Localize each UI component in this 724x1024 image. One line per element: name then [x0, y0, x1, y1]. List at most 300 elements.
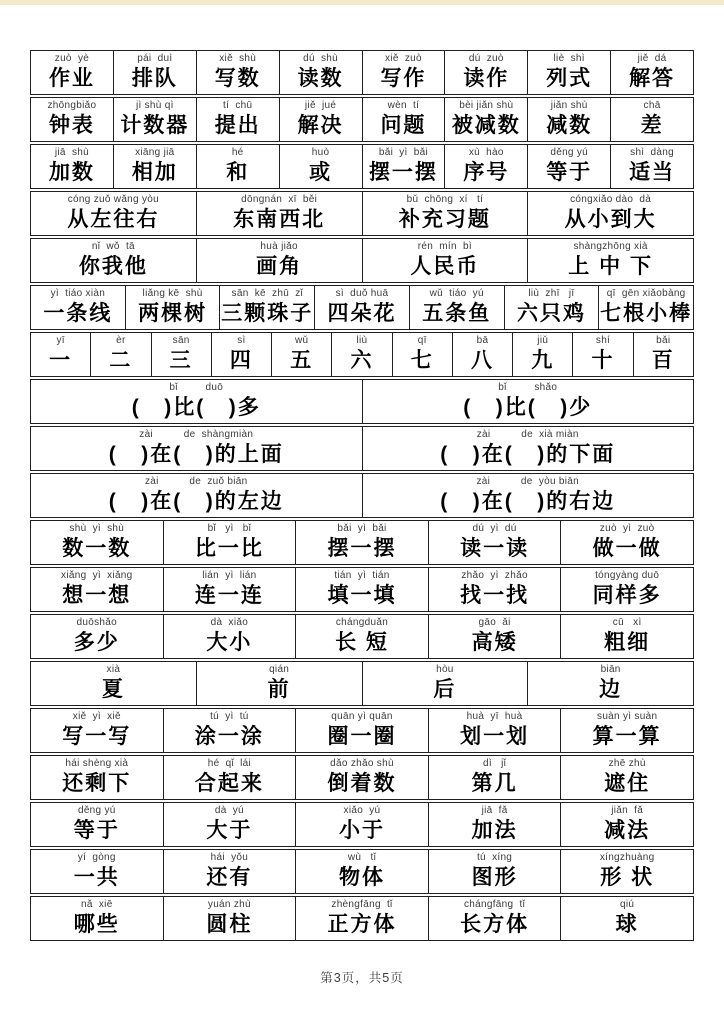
pinyin-text: dú shù — [303, 53, 339, 64]
vocab-cell — [611, 144, 694, 189]
vocab-cell — [561, 708, 694, 753]
vocab-cell — [30, 802, 164, 847]
word-text: 长方体 — [460, 913, 530, 936]
word-text: 夏 — [101, 678, 125, 701]
vocab-cell — [30, 849, 164, 894]
word-text: 二 — [109, 349, 133, 372]
word-text: 加数 — [48, 161, 95, 184]
pinyin-text: huà jiǎo — [260, 241, 298, 252]
pinyin-text: shù yì shù — [69, 523, 125, 534]
pinyin-text: lián yì lián — [202, 570, 257, 581]
vocab-cell — [30, 661, 197, 706]
word-text: 形 状 — [600, 866, 655, 889]
vocab-cell — [197, 97, 280, 142]
vocab-cell — [197, 238, 363, 283]
pinyin-text: xiǎo yú — [343, 805, 381, 816]
word-text: 十 — [591, 349, 615, 372]
pinyin-text: sān — [172, 335, 190, 346]
vocab-cell — [30, 520, 164, 565]
pinyin-text: sān kē zhū zǐ — [231, 288, 304, 299]
pinyin-text: wǔ — [295, 335, 309, 346]
pinyin-text: xù hào — [468, 147, 504, 158]
vocab-cell — [528, 238, 694, 283]
pinyin-text: jiě jué — [304, 100, 337, 111]
pinyin-text: bǐ yì bǐ — [207, 523, 252, 534]
word-text: 人民币 — [410, 255, 480, 278]
vocab-cell — [513, 332, 573, 377]
pinyin-text: děng yú — [77, 805, 116, 816]
vocab-cell — [363, 50, 446, 95]
vocab-cell — [363, 97, 446, 142]
word-text: 写一写 — [62, 725, 132, 748]
pinyin-text: zuò yè — [54, 53, 90, 64]
word-text: 做一做 — [592, 537, 662, 560]
pinyin-text: zhǎo yì zhǎo — [461, 570, 528, 581]
vocab-cell — [280, 144, 363, 189]
vocab-cell — [363, 238, 529, 283]
vocab-cell — [429, 849, 562, 894]
vocab-cell — [164, 567, 297, 612]
word-text: 写数 — [214, 67, 261, 90]
vocab-cell — [197, 191, 363, 236]
vocab-cell — [634, 332, 694, 377]
pinyin-text: wǔ tiáo yú — [429, 288, 484, 299]
vocab-cell — [561, 567, 694, 612]
word-text: 被减数 — [451, 114, 521, 137]
pinyin-text: hái yǒu — [210, 852, 249, 863]
pinyin-text: zài de yòu biān — [476, 476, 580, 487]
vocab-cell — [30, 191, 197, 236]
pinyin-text: jiě dá — [637, 53, 667, 64]
pinyin-text: yuán zhù — [207, 899, 251, 910]
word-text: 想一想 — [62, 584, 132, 607]
vocab-cell — [410, 285, 505, 330]
pinyin-text: yī — [56, 335, 65, 346]
pinyin-text: hòu — [436, 664, 454, 675]
table-row — [30, 238, 694, 283]
word-text: 七根小棒 — [600, 302, 693, 325]
word-text: 或 — [309, 161, 333, 184]
pinyin-text: qī gēn xiǎobàng — [606, 288, 686, 299]
vocab-cell — [561, 520, 694, 565]
word-text: 读数 — [297, 67, 344, 90]
word-text: 问题 — [380, 114, 427, 137]
table-row — [30, 426, 694, 471]
pinyin-text: xiě shù — [219, 53, 257, 64]
pinyin-text: sì — [237, 335, 246, 346]
word-text: 六只鸡 — [516, 302, 586, 325]
pinyin-text: jì shù qì — [135, 100, 174, 111]
pinyin-text: xiǎng yì xiǎng — [61, 570, 133, 581]
word-text: 划一划 — [460, 725, 530, 748]
word-text: 多少 — [73, 631, 120, 654]
vocab-cell — [126, 285, 221, 330]
pinyin-text: tóngyàng duō — [595, 570, 660, 581]
vocab-cell — [272, 332, 332, 377]
word-text: 减法 — [604, 819, 651, 842]
top-edge-strip — [0, 0, 724, 5]
pinyin-text: jiā fǎ — [481, 805, 508, 816]
pinyin-text: biān — [600, 664, 621, 675]
pinyin-text: bǔ chōng xí tí — [406, 194, 484, 205]
word-text: 摆一摆 — [327, 537, 397, 560]
pinyin-text: chángfāng tǐ — [463, 899, 526, 910]
vocab-cell — [429, 520, 562, 565]
table-row — [30, 896, 694, 941]
vocab-cell — [30, 97, 114, 142]
word-text: 还剩下 — [62, 772, 132, 795]
word-text: 一 — [49, 349, 73, 372]
vocab-cell — [561, 614, 694, 659]
vocab-cell — [296, 614, 429, 659]
word-text: 两棵树 — [138, 302, 208, 325]
table-row — [30, 144, 694, 189]
vocab-cell — [30, 332, 91, 377]
word-text: 画角 — [256, 255, 303, 278]
pinyin-text: shí — [595, 335, 611, 346]
vocab-cell — [528, 661, 694, 706]
pinyin-text: xiě yì xiě — [72, 711, 121, 722]
vocab-cell — [30, 285, 126, 330]
vocab-cell — [30, 144, 114, 189]
pinyin-text: gāo ǎi — [478, 617, 511, 628]
word-text: 等于 — [73, 819, 120, 842]
word-text: 数一数 — [62, 537, 132, 560]
word-text: 九 — [531, 349, 555, 372]
vocab-cell — [30, 426, 363, 471]
word-text: 减数 — [546, 114, 593, 137]
table-row — [30, 50, 694, 95]
vocab-cell — [164, 896, 297, 941]
word-text: 百 — [651, 349, 675, 372]
vocab-cell — [363, 191, 529, 236]
table-row — [30, 708, 694, 753]
vocab-cell — [561, 849, 694, 894]
vocab-cell — [197, 144, 280, 189]
pinyin-text: dú zuò — [468, 53, 504, 64]
word-text: 还有 — [206, 866, 253, 889]
vocab-cell — [429, 755, 562, 800]
vocab-cell — [220, 285, 315, 330]
pinyin-text: sì duǒ huā — [335, 288, 389, 299]
pinyin-text: dà xiǎo — [210, 617, 249, 628]
pinyin-text: tián yì tián — [334, 570, 390, 581]
vocab-cell — [429, 802, 562, 847]
vocab-cell — [197, 50, 280, 95]
word-text: 一共 — [73, 866, 120, 889]
pinyin-text: tú xíng — [476, 852, 513, 863]
vocab-cell — [315, 285, 410, 330]
word-text: 物体 — [338, 866, 385, 889]
pinyin-text: hái shèng xià — [65, 758, 129, 769]
pinyin-text: cū xì — [612, 617, 642, 628]
table-row — [30, 473, 694, 518]
pinyin-text: xià — [106, 664, 121, 675]
vocab-cell — [164, 708, 297, 753]
vocab-cell — [296, 849, 429, 894]
table-row — [30, 802, 694, 847]
table-row — [30, 614, 694, 659]
pinyin-text: bǐ shǎo — [498, 382, 558, 393]
vocab-cell — [152, 332, 212, 377]
word-text: 找一找 — [460, 584, 530, 607]
vocab-cell — [30, 567, 164, 612]
vocab-cell — [561, 755, 694, 800]
pinyin-text: liù — [356, 335, 368, 346]
word-text: 前 — [267, 678, 291, 701]
vocab-cell — [114, 97, 197, 142]
vocab-cell — [505, 285, 600, 330]
vocab-cell — [429, 708, 562, 753]
pinyin-text: tú yì tú — [210, 711, 249, 722]
vocab-cell — [212, 332, 272, 377]
word-text: 读一读 — [460, 537, 530, 560]
pinyin-text: huà yī huà — [466, 711, 523, 722]
pinyin-text: huò — [311, 147, 330, 158]
vocab-cell — [114, 50, 197, 95]
pinyin-text: bǎi yì bǎi — [378, 147, 429, 158]
pinyin-text: yì tiáo xiàn — [50, 288, 106, 299]
vocab-cell — [164, 849, 297, 894]
vocab-cell — [197, 661, 363, 706]
word-text: 大小 — [206, 631, 253, 654]
word-text: 上 中 下 — [568, 255, 653, 278]
vocab-cell — [164, 520, 297, 565]
word-text: 加法 — [471, 819, 518, 842]
pinyin-text: dà yú — [214, 805, 244, 816]
vocab-cell — [296, 896, 429, 941]
vocab-cell — [30, 755, 164, 800]
word-text: 计数器 — [120, 114, 190, 137]
word-text: 图形 — [471, 866, 518, 889]
vocab-cell — [528, 144, 611, 189]
pinyin-text: nǎ xiē — [81, 899, 113, 910]
pinyin-text: wù tǐ — [347, 852, 377, 863]
pinyin-text: qián — [269, 664, 290, 675]
vocab-cell — [30, 473, 363, 518]
vocab-cell — [114, 144, 197, 189]
pinyin-text: tí chū — [223, 100, 253, 111]
vocab-cell — [561, 802, 694, 847]
vocab-cell — [429, 567, 562, 612]
word-text: 解答 — [629, 67, 676, 90]
word-text: 五条鱼 — [422, 302, 492, 325]
word-text: 写作 — [380, 67, 427, 90]
pinyin-text: dú yì dú — [472, 523, 517, 534]
vocab-cell — [30, 238, 197, 283]
pinyin-text: pái duì — [137, 53, 173, 64]
word-text: 比一比 — [194, 537, 264, 560]
table-row — [30, 567, 694, 612]
pinyin-text: dì jǐ — [482, 758, 507, 769]
vocab-cell — [296, 802, 429, 847]
vocab-cell — [30, 50, 114, 95]
table-row — [30, 661, 694, 706]
pinyin-text: zuò yì zuò — [599, 523, 655, 534]
word-text: 列式 — [546, 67, 593, 90]
word-text: 排队 — [131, 67, 178, 90]
vocab-cell — [611, 50, 694, 95]
vocab-cell — [445, 50, 528, 95]
vocab-cell — [611, 97, 694, 142]
vocab-cell — [445, 144, 528, 189]
table-row — [30, 191, 694, 236]
pinyin-text: bǐ duō — [169, 382, 224, 393]
word-text: 读作 — [463, 67, 510, 90]
pinyin-text: xiě zuò — [385, 53, 422, 64]
word-text: 四朵花 — [327, 302, 397, 325]
word-text: 八 — [470, 349, 494, 372]
table-row — [30, 97, 694, 142]
pinyin-text: shì dàng — [630, 147, 674, 158]
pinyin-text: dǎo zhǎo shù — [330, 758, 394, 769]
pinyin-text: hé — [231, 147, 244, 158]
pinyin-text: liè shì — [553, 53, 585, 64]
pinyin-text: jiā shù — [54, 147, 89, 158]
word-text: 同样多 — [592, 584, 662, 607]
word-text: 解决 — [297, 114, 344, 137]
pinyin-text: děng yú — [550, 147, 589, 158]
vocab-cell — [445, 97, 528, 142]
pinyin-text: jiǎn fǎ — [611, 805, 644, 816]
vocab-cell — [280, 50, 363, 95]
table-row — [30, 379, 694, 424]
word-text: ( )在( )的下面 — [440, 443, 616, 466]
pinyin-text: shàngzhōng xià — [573, 241, 648, 252]
word-text: 球 — [615, 913, 639, 936]
pinyin-text: jiǎn shù — [550, 100, 588, 111]
word-text: 适当 — [629, 161, 676, 184]
pinyin-text: chángduǎn — [335, 617, 389, 628]
vocab-cell — [164, 755, 297, 800]
word-text: 东南西北 — [233, 208, 326, 231]
word-text: 作业 — [48, 67, 95, 90]
word-text: 提出 — [214, 114, 261, 137]
vocab-cell — [528, 50, 611, 95]
vocab-cell — [528, 97, 611, 142]
pinyin-text: qī — [417, 335, 427, 346]
pinyin-text: bǎi — [656, 335, 671, 346]
word-text: ( )在( )的左边 — [108, 490, 284, 513]
vocab-cell — [363, 661, 529, 706]
word-text: 摆一摆 — [368, 161, 438, 184]
pinyin-text: nǐ wǒ tā — [91, 241, 135, 252]
vocab-cell — [429, 896, 562, 941]
vocab-cell — [296, 755, 429, 800]
word-text: 算一算 — [592, 725, 662, 748]
vocab-cell — [599, 285, 694, 330]
vocab-cell — [363, 144, 446, 189]
pinyin-text: xíngzhuàng — [599, 852, 655, 863]
pinyin-text: zài de shàngmiàn — [139, 429, 254, 440]
vocab-cell — [453, 332, 513, 377]
word-text: ( )在( )的上面 — [108, 443, 284, 466]
word-text: 等于 — [546, 161, 593, 184]
word-text: 五 — [290, 349, 314, 372]
vocab-cell — [363, 473, 695, 518]
word-text: 正方体 — [327, 913, 397, 936]
table-row — [30, 755, 694, 800]
word-text: 圈一圈 — [327, 725, 397, 748]
word-text: 你我他 — [78, 255, 148, 278]
vocab-cell — [573, 332, 633, 377]
vocab-cell — [332, 332, 392, 377]
word-text: 长 短 — [335, 631, 389, 654]
word-text: 从小到大 — [564, 208, 657, 231]
word-text: 粗细 — [604, 631, 651, 654]
vocab-cell — [30, 896, 164, 941]
word-text: 差 — [640, 114, 664, 137]
vocab-cell — [30, 708, 164, 753]
word-text: 高矮 — [471, 631, 518, 654]
pinyin-text: zhōngbiǎo — [47, 100, 97, 111]
vocab-cell — [296, 708, 429, 753]
pinyin-text: bǎi yì bǎi — [337, 523, 387, 534]
pinyin-text: duōshǎo — [76, 617, 118, 628]
word-text: 相加 — [131, 161, 178, 184]
vocab-cell — [363, 426, 695, 471]
table-row — [30, 285, 694, 330]
word-text: 三颗珠子 — [221, 302, 314, 325]
pinyin-text: hé qǐ lái — [207, 758, 252, 769]
vocab-cell — [393, 332, 453, 377]
word-text: 三 — [169, 349, 193, 372]
vocab-cell — [296, 567, 429, 612]
table-row — [30, 849, 694, 894]
vocab-cell — [561, 896, 694, 941]
word-text: 连一连 — [194, 584, 264, 607]
pinyin-text: liù zhī jī — [528, 288, 575, 299]
vocab-cell — [528, 191, 694, 236]
pinyin-text: rén mín bì — [417, 241, 472, 252]
word-text: 圆柱 — [206, 913, 253, 936]
vocab-cell — [296, 520, 429, 565]
word-text: 填一填 — [327, 584, 397, 607]
vocab-cell — [91, 332, 151, 377]
word-text: 六 — [350, 349, 374, 372]
word-text: ( )比( )多 — [131, 396, 261, 419]
word-text: 四 — [229, 349, 253, 372]
vocab-cell — [280, 97, 363, 142]
pinyin-text: cóngxiǎo dào dà — [570, 194, 652, 205]
pinyin-text: èr — [116, 335, 126, 346]
pinyin-text: liǎng kē shù — [142, 288, 203, 299]
pinyin-text: xiāng jiā — [135, 147, 175, 158]
word-text: 倒着数 — [327, 772, 397, 795]
pinyin-text: chā — [643, 100, 661, 111]
page-number-footer: 第3页，共5页 — [320, 971, 404, 985]
pinyin-text: bèi jiǎn shù — [459, 100, 514, 111]
pinyin-text: qiú — [620, 899, 635, 910]
word-text: 一条线 — [43, 302, 113, 325]
pinyin-text: jiǔ — [537, 335, 549, 346]
word-text: ( )在( )的右边 — [440, 490, 616, 513]
word-text: 遮住 — [604, 772, 651, 795]
word-text: 大于 — [206, 819, 253, 842]
pinyin-text: bā — [476, 335, 489, 346]
word-text: ( )比( )少 — [463, 396, 593, 419]
word-text: 第几 — [471, 772, 518, 795]
pinyin-text: suàn yì suàn — [597, 711, 658, 722]
word-text: 从左往右 — [67, 208, 160, 231]
vocab-cell — [164, 802, 297, 847]
word-text: 边 — [599, 678, 623, 701]
pinyin-text: yí gòng — [77, 852, 116, 863]
pinyin-text: wèn tí — [387, 100, 420, 111]
word-text: 补充习题 — [398, 208, 491, 231]
word-text: 哪些 — [73, 913, 120, 936]
pinyin-text: zhèngfāng tǐ — [331, 899, 393, 910]
